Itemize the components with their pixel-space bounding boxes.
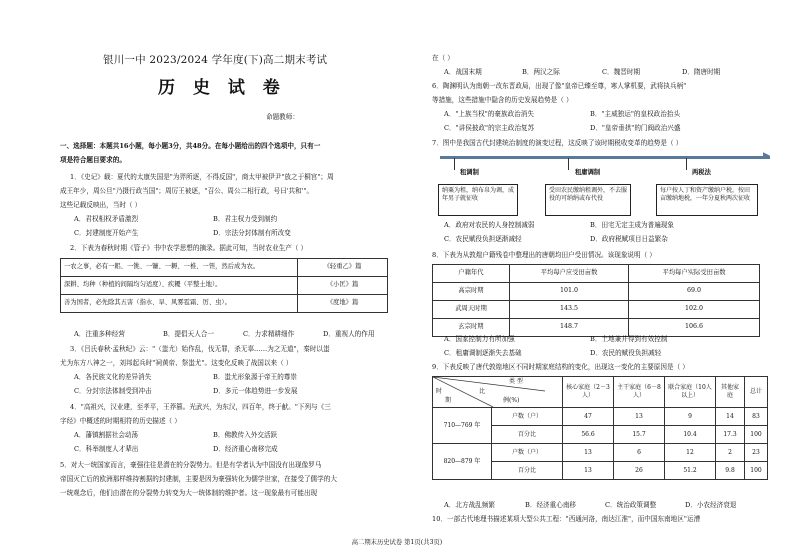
table-cell: 14 <box>716 408 745 426</box>
table-row <box>433 444 768 462</box>
q6-stem-2: 等措施，这些措施中隐含的历史发展趋势是（ ） <box>432 96 573 104</box>
q1-option-c[interactable]: C．封建制度开始产生 <box>74 229 139 237</box>
q7-stem: 7．图中是我国古代封建统治制度的演变过程，这反映了该时期税收变革的趋势是（ ） <box>432 139 683 147</box>
q9-option-d[interactable]: D．小农经济衰退 <box>685 501 737 509</box>
q8-stem: 8．下表为从敦煌户籍残卷中整理出的唐朝均田户受田情况。该现象说明（ ） <box>432 251 656 259</box>
q6-option-a[interactable]: A．"上族当权"的豪族政治消失 <box>444 110 534 118</box>
diag-label-unit: 例(%) <box>503 397 520 404</box>
section-instruction: 一、选择题：本题共16小题，每小题3分，共48分。在每小题给出的四个选项中，只有一 <box>60 142 321 150</box>
table-cell: 51.2 <box>665 462 716 480</box>
q3-option-a[interactable]: A．各民族文化的差异消失 <box>74 373 152 381</box>
table-cell: 6 <box>614 444 665 462</box>
table-cell: 83 <box>745 408 768 426</box>
q6-option-b[interactable]: B．"主威独运"的皇权政治抬头 <box>590 110 681 118</box>
q5-option-a[interactable]: A．战国末期 <box>444 68 482 76</box>
table-cell: 10.4 <box>665 426 716 444</box>
table-row <box>433 301 760 319</box>
table-header: 核心家庭（2－3人） <box>563 377 614 408</box>
q3-stem-2: 尤为东方八神之一，刘邦起兵时"祠黄帝、祭蚩尤"。这变化反映了战国以来（ ） <box>60 359 293 367</box>
table-cell: 《轻重乙》篇 <box>298 259 388 277</box>
author-line: 命题教师： <box>266 113 299 121</box>
q5-stem-4: 在（ ） <box>432 54 454 62</box>
table-cell: 13 <box>614 408 665 426</box>
q4-option-c[interactable]: C．科举制度人才辈出 <box>74 445 139 453</box>
table-header: 其他家庭 <box>716 377 745 408</box>
stage-label-3: 两税法 <box>692 169 711 176</box>
table-cell: 47 <box>563 408 614 426</box>
table-cell: 玄宗时期 <box>433 319 510 337</box>
q5-stem: 5．对大一统国家而言，豪强往往是潜在的分裂势力。但是有学者认为中国没有出现像罗马 <box>60 461 322 469</box>
q5-stem-2: 帝国灭亡后的欧洲那样维持割据的封建制，主要是因为豪强转化为儒学世家，在接受了儒学的大 <box>60 475 337 483</box>
diagonal-header-cell <box>433 377 563 408</box>
q6-option-d[interactable]: D．"皇帝垂拱"的门阀政治兴盛 <box>590 124 681 132</box>
q4-stem-2: 字经》中概述的时期相符的历史描述（ ） <box>60 417 181 425</box>
q9-table <box>432 376 768 480</box>
row-label: 户数（户） <box>492 408 563 426</box>
q1-stem-2: 成王年少，周公旦"乃摄行政当国"；周厉王被逐，"召公、周公二相行政，号曰'共和'"。 <box>60 187 314 195</box>
school-line: 银川一中 2023/2024 学年度(下)高二期末考试 <box>103 54 328 66</box>
q8-table <box>432 264 760 337</box>
page-footer: 高二期末历史试卷 第1页(共3页) <box>351 539 443 546</box>
table-row <box>61 259 388 277</box>
row-label: 户数（户） <box>492 444 563 462</box>
q4-option-a[interactable]: A．藩镇割据社会动荡 <box>74 431 139 439</box>
q2-stem: 2．下表为春秋时期《管子》书中农学思想的摘录。据此可知，当时农业生产（ ） <box>70 244 308 252</box>
table-cell: 高宗时期 <box>433 283 510 301</box>
table-cell: 56.6 <box>563 426 614 444</box>
q1-stem-3: 这些记载反映出，当时（ ） <box>60 201 142 209</box>
stage-box-2: 受田农民缴纳租调外，不去服役的可纳绢或布代役 <box>545 184 631 216</box>
table-header: 平均每户应受田亩数 <box>510 265 629 283</box>
section-instruction-2: 项是符合题目要求的。 <box>60 156 126 164</box>
q8-option-a[interactable]: A．国家控制力有所加强 <box>444 335 515 343</box>
q5-option-c[interactable]: C．魏晋时期 <box>602 68 641 76</box>
table-cell: 69.0 <box>629 283 760 301</box>
table-cell: 106.6 <box>629 319 760 337</box>
table-cell: 17.3 <box>716 426 745 444</box>
stage-box-1: 纳粟为租，纳布帛为调，成年男子就征收 <box>438 184 518 216</box>
q1-option-b[interactable]: B．君主权力受到制约 <box>213 215 278 223</box>
table-cell: 《小匡》篇 <box>298 277 388 295</box>
row-label: 百分比 <box>492 426 563 444</box>
table-header: 户籍年代 <box>433 265 510 283</box>
diag-label-time: 时 <box>436 388 443 395</box>
table-row <box>61 277 388 295</box>
q8-option-b[interactable]: B．土地兼并得到有效控制 <box>590 335 668 343</box>
table-cell: 9 <box>665 408 716 426</box>
table-cell: 13 <box>563 462 614 480</box>
table-header: 联合家庭（10人以上） <box>665 377 716 408</box>
q2-table <box>60 258 388 313</box>
diag-label-period: 期 <box>445 397 452 404</box>
table-cell: 《度地》篇 <box>298 295 388 313</box>
q2-option-b[interactable]: B．提倡天人合一 <box>163 330 215 338</box>
q9-option-b[interactable]: B．经济重心南移 <box>525 501 577 509</box>
diag-label-ratio: 比 <box>479 388 486 395</box>
q9-option-c[interactable]: C．统治政策调整 <box>605 501 657 509</box>
table-cell: 100 <box>745 426 768 444</box>
q4-option-b[interactable]: B．佛教传入外交活跃 <box>213 431 278 439</box>
table-cell: 101.0 <box>510 283 629 301</box>
q3-option-b[interactable]: B．蚩尤形象源于帝王的尊崇 <box>213 373 297 381</box>
table-cell: 2 <box>716 444 745 462</box>
q6-stem: 6．陶渊明认为南朝一改东晋政局，出现了像"皇帝已臻至尊，寒人掌机要，武将执兵柄" <box>432 82 687 90</box>
q2-option-d[interactable]: D．重视人的作用 <box>323 330 375 338</box>
timeline-bar <box>440 156 770 159</box>
table-header: 总计 <box>745 377 768 408</box>
q1-option-a[interactable]: A．君权相权矛盾激烈 <box>74 215 139 223</box>
q1-stem: 1．《史记》载：夏代的太康失国是"为羿所逐，不得反国"，商太甲被伊尹"放之于桐宫"；周 <box>70 173 334 181</box>
table-cell: 一农之事，必有一耜、一铫、一镰、一耨、一椎、一铚，然后成为农。 <box>61 259 298 277</box>
period-cell: 820—879 年 <box>433 444 492 480</box>
table-row <box>433 283 760 301</box>
row-label: 百分比 <box>492 462 563 480</box>
q10-stem: 10．一部古代地理书描述某项大型公共工程："西通河洛，南达江淮"，而中国东南地区"运漕 <box>432 515 701 523</box>
diag-label-type: 类 型 <box>509 378 523 385</box>
q8-option-d[interactable]: D．农民的赋役负担减轻 <box>590 349 662 357</box>
q2-option-c[interactable]: C．力求精耕细作 <box>243 330 295 338</box>
q9-stem: 9．下表反映了唐代敦煌地区不同时期家庭结构的变化，出现这一变化的主要原因是（ ） <box>432 363 689 371</box>
table-row <box>433 408 768 426</box>
q3-option-c[interactable]: C．分封宗法体制受到冲击 <box>74 387 152 395</box>
q7-option-c[interactable]: C．农民赋役负担逐渐减轻 <box>444 235 522 243</box>
q3-stem: 3．《吕氏春秋·孟秋纪》云："（蚩尤）始作乱，伐无罪，杀无辜……为之无道"，秦时以蚩 <box>70 345 330 353</box>
table-cell: 武周天时期 <box>433 301 510 319</box>
q7-option-b[interactable]: B．田宅无定主成为普遍现象 <box>590 221 674 229</box>
period-cell: 710—769 年 <box>433 408 492 444</box>
table-cell: 善为国者，必先除其五害（指水、旱、风雾雹霜、厉、虫）。 <box>61 295 298 313</box>
q8-option-c[interactable]: C．租庸调制逐渐失去基础 <box>444 349 522 357</box>
q5-option-b[interactable]: B．两汉之际 <box>522 68 560 76</box>
q7-option-d[interactable]: D．政府税赋项目日益繁杂 <box>590 235 668 243</box>
table-cell: 15.7 <box>614 426 665 444</box>
table-row <box>61 295 388 313</box>
q6-option-c[interactable]: C．"讲侯披政"的宗主政治复苏 <box>444 124 535 132</box>
arrow-right-icon: ▶ <box>763 151 770 161</box>
stage-box-3: 每户按人丁和资产缴纳户税，按田亩缴纳地税，一年分夏秋两次征收 <box>656 184 758 216</box>
q3-option-d[interactable]: D．多元一体趋势进一步发展 <box>213 387 298 395</box>
stage-label-1: 租调制 <box>460 169 479 176</box>
q2-option-a[interactable]: A．注重多种经营 <box>74 330 125 338</box>
q4-stem: 4．"高祖兴，汉业建，至孝平，王莽篡。光武兴，为东汉，四百年，终于献。"下列与《三 <box>70 403 331 411</box>
q5-option-d[interactable]: D．隋唐时期 <box>682 68 721 76</box>
page-title: 历 史 试 卷 <box>158 78 286 98</box>
q5-stem-3: 一统观念后，他们由潜在的分裂势力转变为大一统体制的维护者。这一现象最有可能出现 <box>60 489 318 497</box>
table-row <box>433 377 768 408</box>
table-cell: 9.8 <box>716 462 745 480</box>
table-header: 平均每户实际受田亩数 <box>629 265 760 283</box>
stage-label-2: 租庸调制 <box>575 169 601 176</box>
table-row <box>433 265 760 283</box>
q7-option-a[interactable]: A．政府对农民的人身控制减弱 <box>444 221 535 229</box>
table-header: 主干家庭（6－8人） <box>614 377 665 408</box>
table-cell: 23 <box>745 444 768 462</box>
q4-option-d[interactable]: D．经济重心南移完成 <box>213 445 278 453</box>
table-cell: 143.5 <box>510 301 629 319</box>
table-cell: 12 <box>665 444 716 462</box>
table-cell: 26 <box>614 462 665 480</box>
table-cell: 100 <box>745 462 768 480</box>
table-cell: 13 <box>563 444 614 462</box>
q9-option-a[interactable]: A．北方战乱频繁 <box>444 501 495 509</box>
table-cell: 148.7 <box>510 319 629 337</box>
table-cell: 深耕、均种（种植的间隔均匀适度）、疾耰（平整土地）。 <box>61 277 298 295</box>
table-row <box>433 319 760 337</box>
q1-option-d[interactable]: D．宗法分封体制有所改变 <box>213 229 291 237</box>
table-cell: 102.0 <box>629 301 760 319</box>
